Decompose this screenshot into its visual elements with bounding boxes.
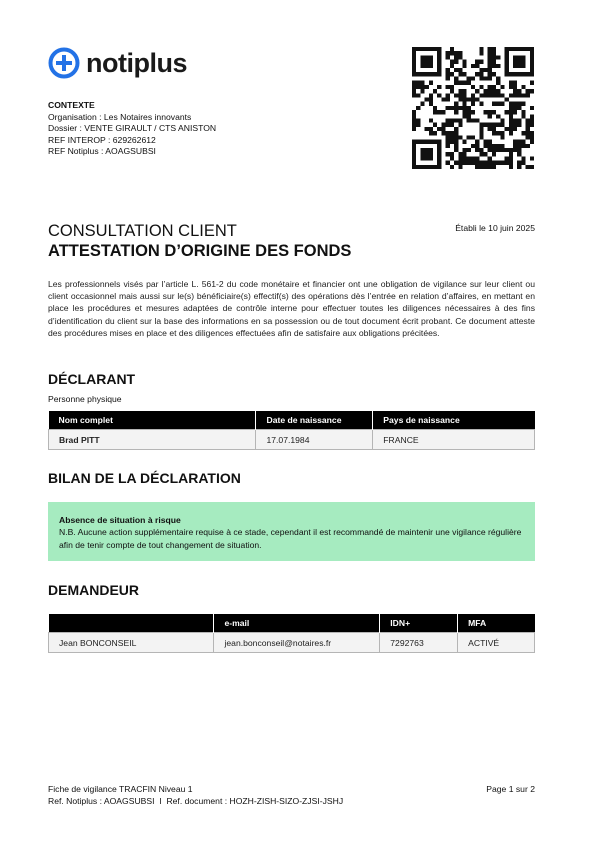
intro-paragraph: Les professionnels visés par l’article L. 561-2 du code monétaire et financier ont une obligation de vigilance sur leur client ou client occasionnel mais aussi sur le(s) bénéficiaire(s) effectif(s) des opérations dès l’entrée en relation d’affaires, en mettant en place les procédures et mesures adaptées de contrôle interne pour effectuer toutes les diligences nécessaires à des fins d’identification du client sur la base des informations en sa possession ou de tout document écrit probant. Ce document atteste des procédures mises en place et des diligences effectuées afin de satisfaire aux obligations précitées. (48, 279, 535, 338)
document-title-line2: ATTESTATION D’ORIGINE DES FONDS (48, 242, 352, 260)
column-header: Pays de naissance (373, 411, 535, 430)
declarant-birth-country: FRANCE (373, 430, 535, 450)
footer-line1: Fiche de vigilance TRACFIN Niveau 1 (48, 784, 193, 794)
context-dossier: Dossier : VENTE GIRAULT / CTS ANISTON (48, 123, 217, 134)
declarant-table (48, 411, 535, 450)
context-organisation: Organisation : Les Notaires innovants (48, 111, 192, 122)
context-ref-interop: REF INTEROP : 629262612 (48, 134, 156, 145)
context-block (48, 100, 216, 158)
demandeur-idn: 7292763 (380, 633, 458, 653)
table-header-row (49, 411, 535, 430)
alert-text: N.B. Aucune action supplémentaire requise à ce stade, cependant il est recommandé de maintenir une vigilance régulière afin de tenir compte de tout changement de situation. (59, 527, 522, 550)
brand-name: notiplus (86, 48, 187, 78)
document-title-line1: CONSULTATION CLIENT (48, 222, 237, 240)
table-row (49, 633, 535, 653)
declarant-name: Brad PITT (49, 430, 256, 450)
page-number: Page 1 sur 2 (486, 784, 535, 794)
footer-line2: Ref. Notiplus : AOAGSUBSI I Ref. document : HOZH-ZISH-SIZO-ZJSI-JSHJ (48, 796, 344, 807)
column-header: IDN+ (380, 614, 458, 633)
declarant-birthdate: 17.07.1984 (256, 430, 373, 450)
column-header: e-mail (214, 614, 380, 633)
qr-code-icon (412, 47, 534, 169)
demandeur-heading: DEMANDEUR (48, 582, 139, 598)
demandeur-email[interactable]: jean.bonconseil@notaires.fr (214, 633, 380, 653)
plus-circle-icon (48, 47, 80, 79)
risk-status-alert (48, 502, 535, 561)
document-date: Établi le 10 juin 2025 (455, 223, 535, 233)
demandeur-name: Jean BONCONSEIL (49, 633, 214, 653)
declarant-subtitle: Personne physique (48, 394, 122, 404)
demandeur-table (48, 614, 535, 653)
demandeur-mfa-status: ACTIVÉ (458, 633, 535, 653)
declarant-heading: DÉCLARANT (48, 371, 136, 387)
bilan-heading: BILAN DE LA DÉCLARATION (48, 470, 241, 486)
footer-info (48, 783, 343, 808)
alert-title: Absence de situation à risque (59, 515, 181, 525)
table-header-row (49, 614, 535, 633)
column-header: MFA (458, 614, 535, 633)
brand-logo (48, 47, 187, 79)
column-header: Date de naissance (256, 411, 373, 430)
column-header: Nom complet (49, 411, 256, 430)
column-header (49, 614, 214, 633)
context-ref-notiplus: REF Notiplus : AOAGSUBSI (48, 146, 156, 157)
context-title: CONTEXTE (48, 100, 95, 110)
table-row (49, 430, 535, 450)
